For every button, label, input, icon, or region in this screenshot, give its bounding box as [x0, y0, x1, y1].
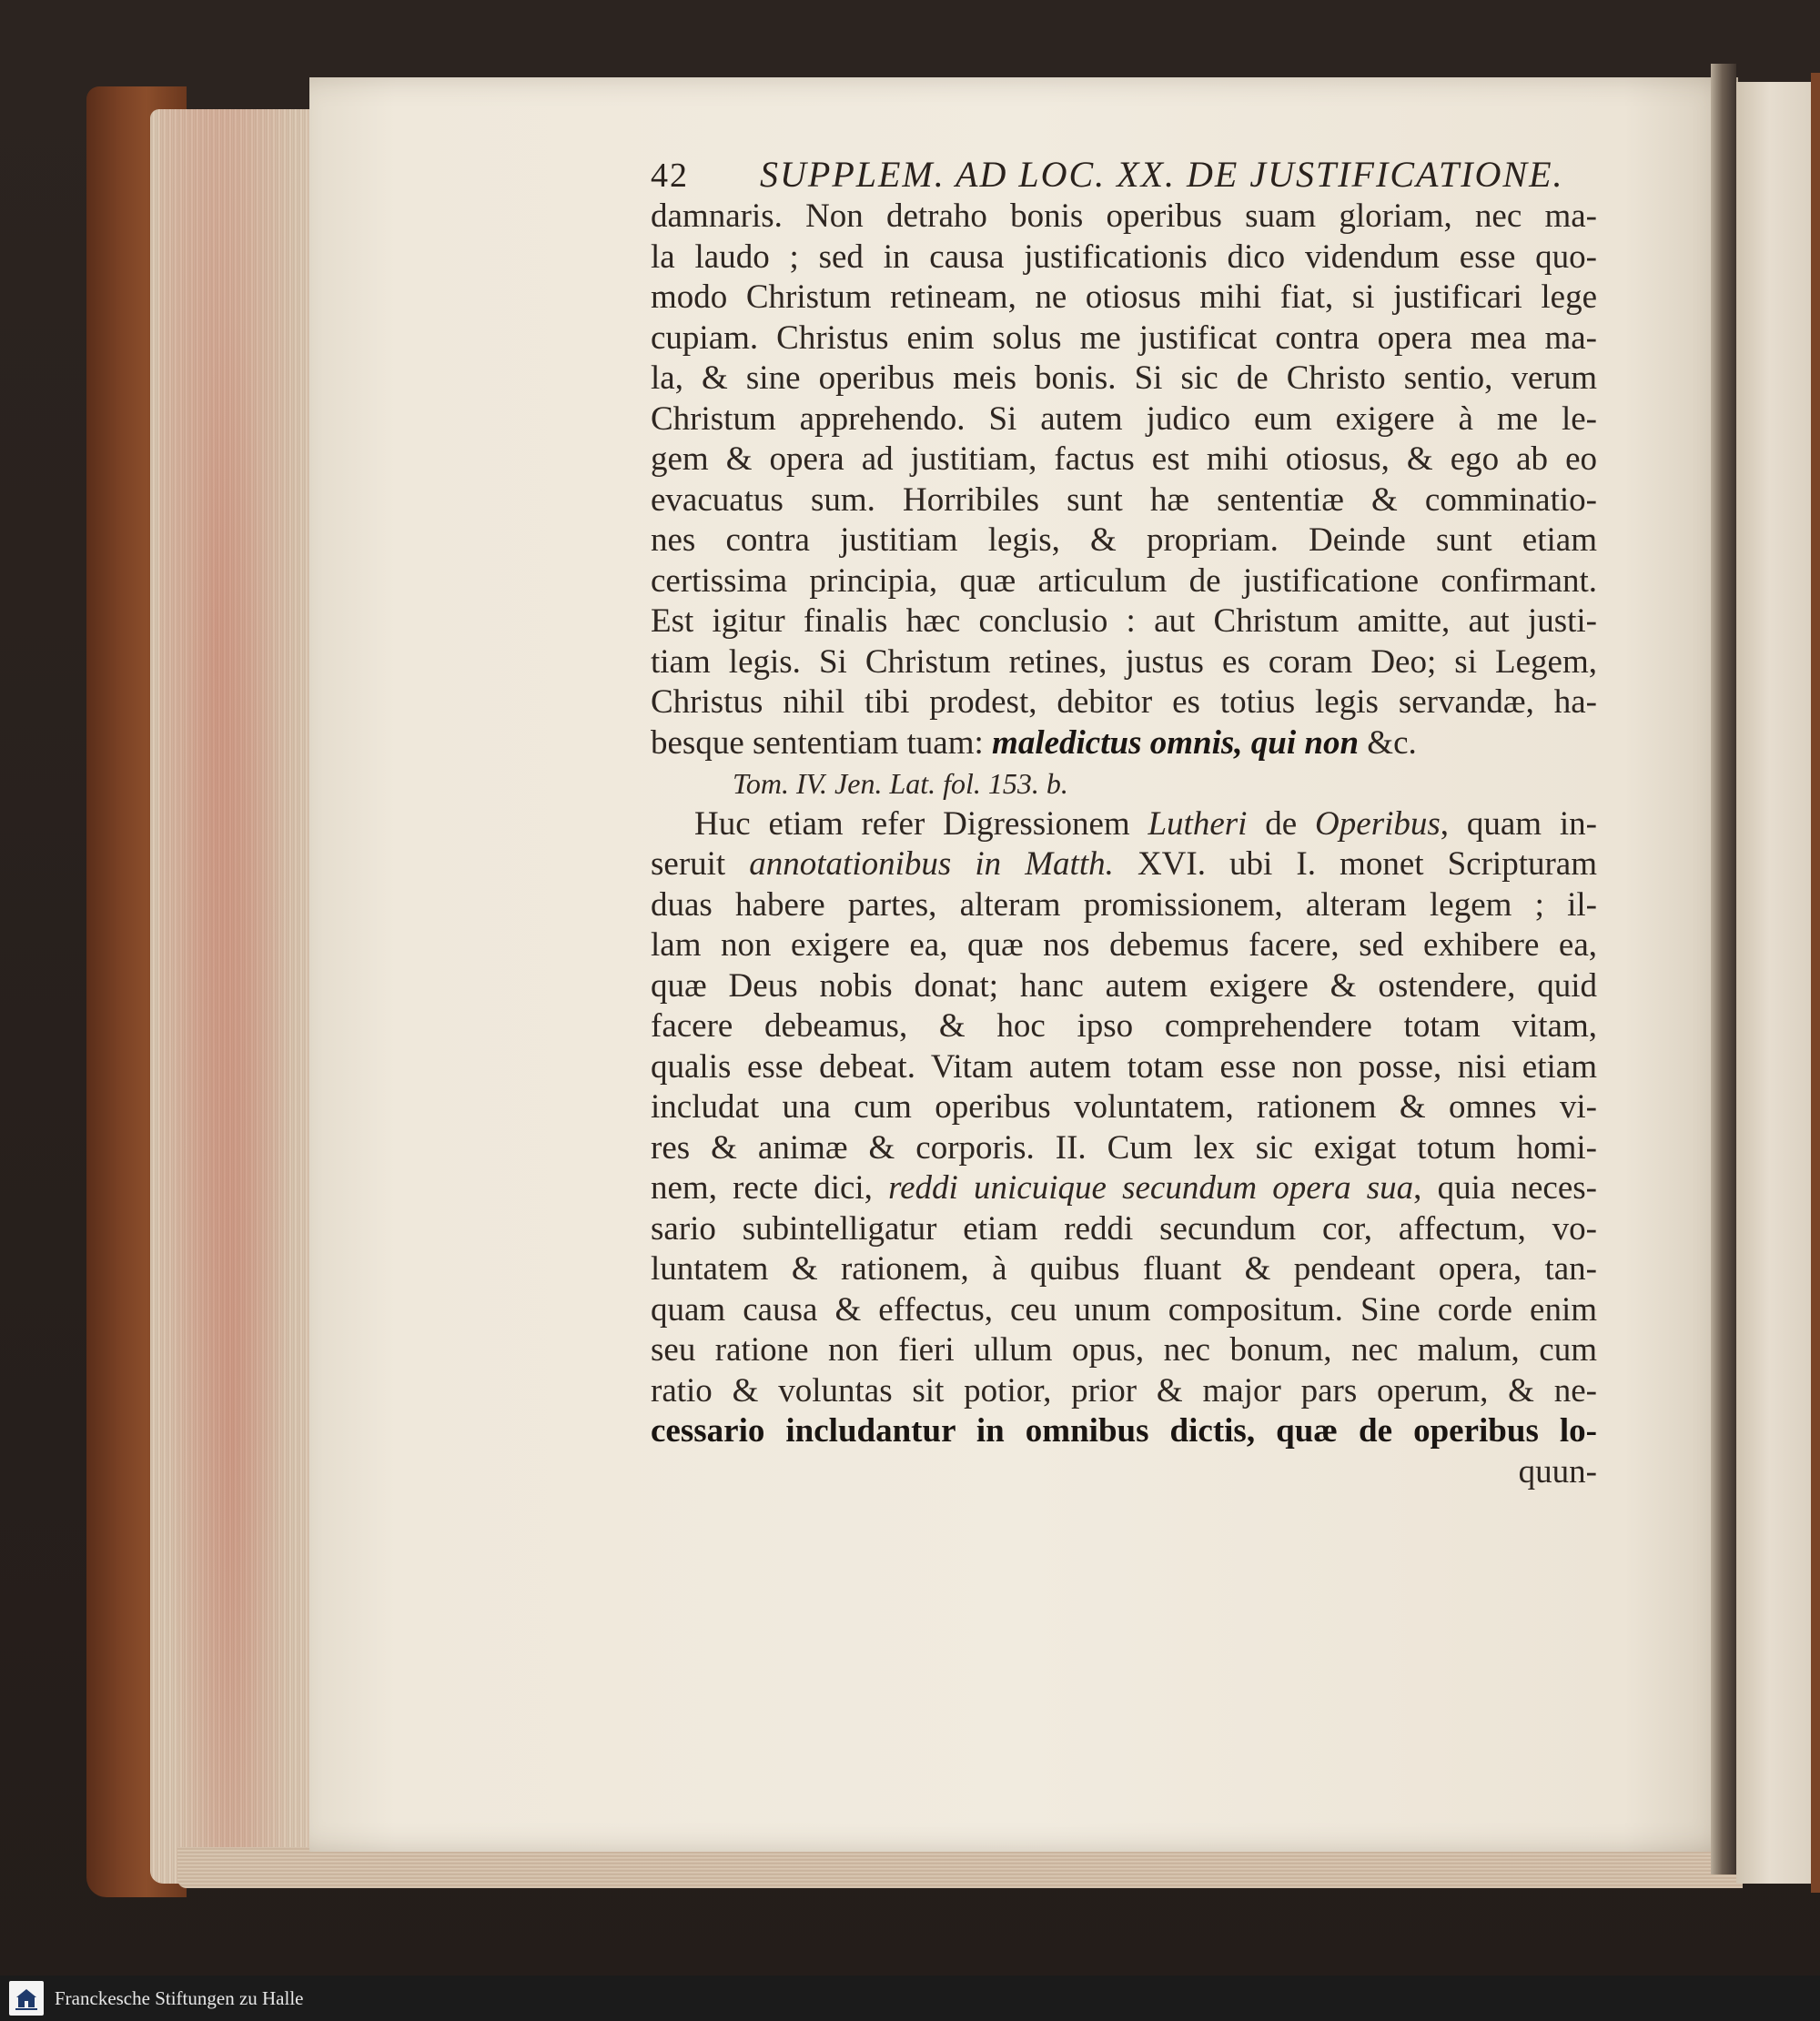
page-edges-stain — [159, 109, 305, 1884]
page-text — [651, 153, 1597, 1492]
text-run: seruit — [651, 845, 750, 883]
source-reference: Tom. IV. Jen. Lat. fol. 153. b. — [733, 767, 1068, 800]
text-line: la, & sine operibus meis bonis. Si sic de Christo sentio, verum — [651, 359, 1597, 397]
text-line: includat una cum operibus voluntatem, rationem & omnes vi- — [651, 1088, 1597, 1126]
text-run: Huc etiam refer Digressionem — [694, 804, 1148, 843]
title-italic: annotationibus in Matth. — [749, 845, 1114, 883]
text-line: facere debeamus, & hoc ipso comprehendere totam vitam, — [651, 1007, 1597, 1045]
quotation-italic: maledictus omnis, qui non — [992, 723, 1360, 762]
text-line: quæ Deus nobis donat; hanc autem exigere & ostendere, quid — [651, 966, 1597, 1005]
text-line: Christum apprehendo. Si autem judico eum exigere à me le- — [651, 399, 1597, 438]
text-line: nes contra justitiam legis, & propriam. Deinde sunt etiam — [651, 521, 1597, 559]
text-run: de — [1247, 804, 1316, 843]
text-line: seu ratione non fieri ullum opus, nec bonum, nec malum, cum — [651, 1331, 1597, 1369]
running-title: SUPPLEM. AD LOC. XX. DE JUSTIFICATIONE. — [760, 154, 1564, 195]
text-line: la laudo ; sed in causa justificationis dico videndum esse quo- — [651, 237, 1597, 276]
text-line: gem & opera ad justitiam, factus est mihi otiosus, & ego ab eo — [651, 440, 1597, 478]
footer-bar — [0, 1976, 1820, 2021]
text-line: quam causa & effectus, ceu unum compositum. Sine corde enim — [651, 1290, 1597, 1329]
text-line: cessario includantur in omnibus dictis, quæ de operibus lo- — [651, 1412, 1597, 1450]
text-line: duas habere partes, alteram promissionem, alteram legem ; il- — [651, 885, 1597, 924]
text-line: evacuatus sum. Horribiles sunt hæ sententiæ & comminatio- — [651, 480, 1597, 519]
book-cover-right — [1811, 73, 1820, 1893]
text-line: Est igitur finalis hæc conclusio : aut Christum amitte, aut justi- — [651, 602, 1597, 640]
text-line — [651, 723, 1597, 764]
page-number: 42 — [651, 157, 689, 195]
institution-logo[interactable] — [9, 1981, 44, 2016]
text-run: , quam in- — [1440, 804, 1597, 843]
text-line — [651, 1168, 1597, 1209]
text-line: modo Christum retineam, ne otiosus mihi fiat, si justificari lege — [651, 278, 1597, 316]
building-icon — [13, 1985, 40, 2012]
institution-name[interactable]: Franckesche Stiftungen zu Halle — [55, 1986, 304, 2009]
title-italic: Operibus — [1315, 804, 1441, 843]
paragraph-1 — [651, 197, 1597, 763]
text-line — [651, 844, 1597, 885]
text-line — [651, 804, 1597, 845]
text-line: damnaris. Non detraho bonis operibus suam gloriam, nec ma- — [651, 197, 1597, 235]
page-stack-bottom — [177, 1847, 1743, 1888]
text-run: XVI. ubi I. monet Scripturam — [1113, 845, 1597, 883]
text-run: &c. — [1359, 723, 1417, 762]
text-line: qualis esse debeat. Vitam autem totam esse non posse, nisi etiam — [651, 1047, 1597, 1086]
text-line: tiam legis. Si Christum retines, justus es coram Deo; si Legem, — [651, 642, 1597, 681]
text-run: nem, recte dici, — [651, 1169, 889, 1207]
text-run: , quia neces- — [1413, 1169, 1597, 1207]
book-gutter — [1711, 64, 1736, 1874]
text-line: lam non exigere ea, quæ nos debemus facere, sed exhibere ea, — [651, 926, 1597, 964]
text-line: res & animæ & corporis. II. Cum lex sic exigat totum homi- — [651, 1128, 1597, 1167]
text-line: luntatem & rationem, à quibus fluant & pendeant opera, tan- — [651, 1250, 1597, 1288]
text-line: Christus nihil tibi prodest, debitor es totius legis servandæ, ha- — [651, 683, 1597, 721]
text-line: sario subintelligatur etiam reddi secundum cor, affectum, vo- — [651, 1209, 1597, 1248]
quotation-italic: reddi unicuique secundum opera sua — [888, 1169, 1414, 1207]
text-line: cupiam. Christus enim solus me justificat contra opera mea ma- — [651, 318, 1597, 357]
running-head — [651, 153, 1597, 197]
facing-page-edge — [1736, 82, 1820, 1884]
paragraph-2 — [651, 804, 1597, 1452]
text-run: besque sententiam tuam: — [651, 723, 993, 762]
text-line: certissima principia, quæ articulum de justificatione confirmant. — [651, 561, 1597, 600]
text-line: ratio & voluntas sit potior, prior & major pars operum, & ne- — [651, 1371, 1597, 1410]
catchword: quun- — [1518, 1452, 1597, 1490]
name-italic: Lutheri — [1148, 804, 1248, 843]
